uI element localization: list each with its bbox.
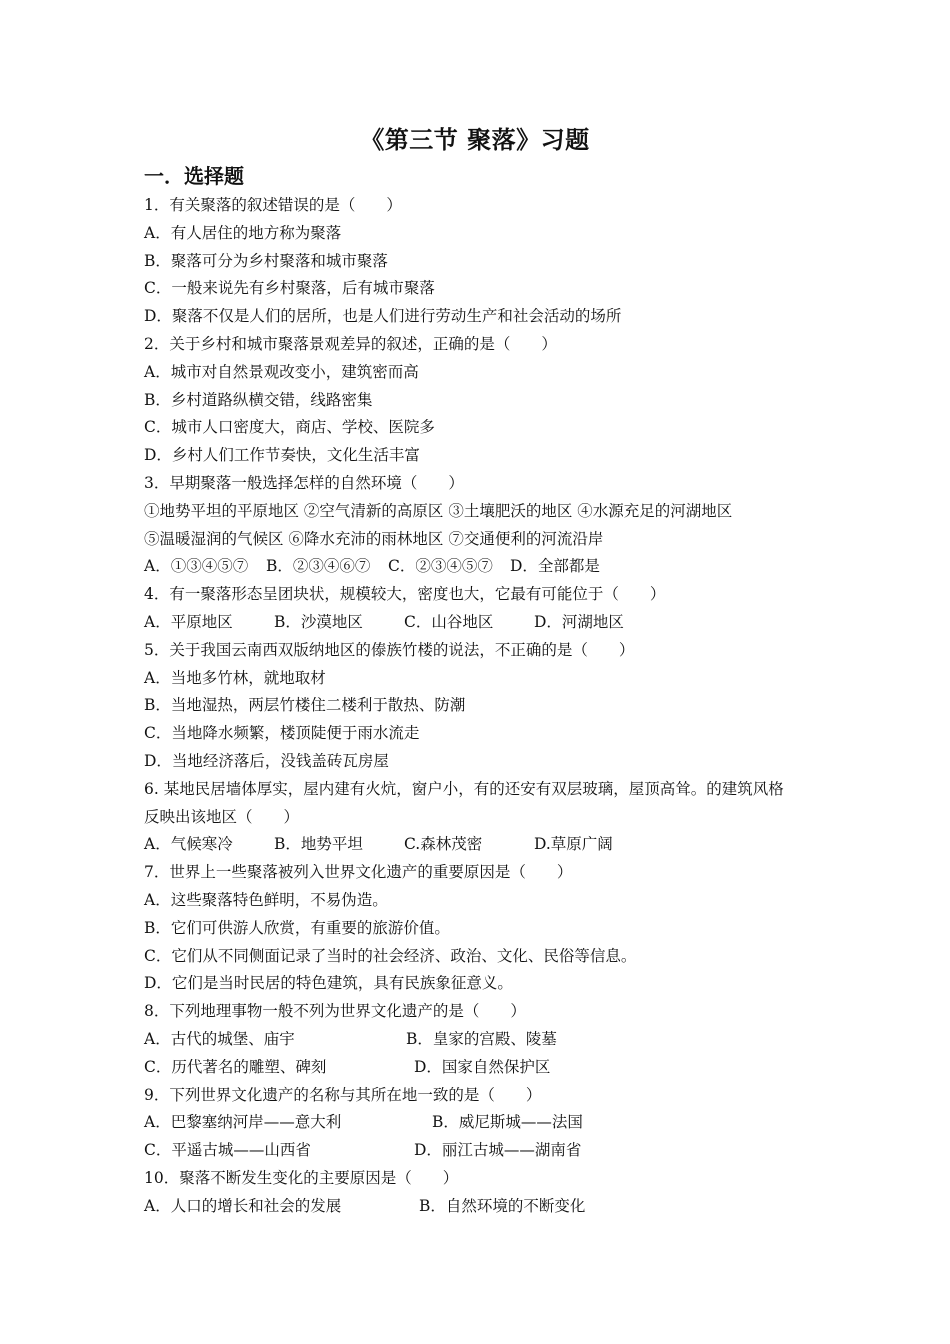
question-9-options-row-1 [144, 1109, 824, 1137]
question-1-option-b: B．聚落可分为乡村聚落和城市聚落 [144, 251, 388, 270]
question-2-option-a: A．城市对自然景观改变小，建筑密而高 [144, 362, 419, 381]
question-10-stem: 10．聚落不断发生变化的主要原因是（ ） [144, 1168, 459, 1187]
question-7-option-a: A．这些聚落特色鲜明，不易伪造。 [144, 890, 388, 909]
question-8-option-b: B．皇家的宫殿、陵墓 [406, 1029, 557, 1048]
question-6-option-a: A．气候寒冷 [144, 835, 233, 854]
question-1-option-d: D．聚落不仅是人们的居所，也是人们进行劳动生产和社会活动的场所 [144, 307, 622, 326]
question-4-option-c: C．山谷地区 [404, 612, 494, 631]
question-6-options [144, 831, 824, 859]
question-8-stem: 8．下列地理事物一般不列为世界文化遗产的是（ ） [144, 1002, 526, 1021]
question-1-option-a: A．有人居住的地方称为聚落 [144, 223, 342, 242]
question-5-stem: 5．关于我国云南西双版纳地区的傣族竹楼的说法，不正确的是（ ） [144, 640, 635, 659]
question-2-stem: 2．关于乡村和城市聚落景观差异的叙述，正确的是（ ） [144, 334, 557, 353]
question-6-stem-line-2: 反映出该地区（ ） [144, 807, 300, 826]
section-heading: 一．选择题 [144, 164, 244, 188]
question-9-options-row-2 [144, 1137, 824, 1165]
question-9-option-b: B．威尼斯城——法国 [432, 1113, 583, 1132]
question-9-option-d: D．丽江古城——湖南省 [414, 1141, 582, 1160]
question-2-option-b: B．乡村道路纵横交错，线路密集 [144, 390, 373, 409]
question-5-option-b: B．当地湿热，两层竹楼住二楼利于散热、防潮 [144, 696, 466, 715]
question-10-option-a: A．人口的增长和社会的发展 [144, 1196, 342, 1215]
question-8-option-a: A．古代的城堡、庙宇 [144, 1029, 295, 1048]
question-5-option-c: C．当地降水频繁，楼顶陡便于雨水流走 [144, 724, 420, 743]
question-6-stem-line-1: 6. 某地民居墙体厚实，屋内建有火炕，窗户小，有的还安有双层玻璃，屋顶高耸。的建筑风格 [144, 779, 784, 798]
question-2-option-d: D．乡村人们工作节奏快，文化生活丰富 [144, 446, 420, 465]
question-2-option-c: C．城市人口密度大，商店、学校、医院多 [144, 418, 435, 437]
question-4-option-d: D．河湖地区 [534, 612, 624, 631]
question-7-stem: 7．世界上一些聚落被列入世界文化遗产的重要原因是（ ） [144, 863, 573, 882]
question-3-conditions-line-2: ⑤温暖湿润的气候区 ⑥降水充沛的雨林地区 ⑦交通便利的河流沿岸 [144, 529, 604, 548]
question-3-option-b: B．②③④⑥⑦ [266, 557, 371, 576]
question-6-option-b: B．地势平坦 [274, 835, 363, 854]
question-10-options-row-1 [144, 1193, 824, 1221]
question-5-option-a: A．当地多竹林，就地取材 [144, 668, 326, 687]
question-8-option-c: C．历代著名的雕塑、碑刻 [144, 1057, 327, 1076]
question-8-option-d: D．国家自然保护区 [414, 1057, 551, 1076]
question-7-option-c: C．它们从不同侧面记录了当时的社会经济、政治、文化、民俗等信息。 [144, 946, 637, 965]
question-3-stem: 3．早期聚落一般选择怎样的自然环境（ ） [144, 473, 464, 492]
question-7-option-b: B．它们可供游人欣赏，有重要的旅游价值。 [144, 918, 450, 937]
question-list [144, 192, 824, 1220]
question-10-option-b: B．自然环境的不断变化 [419, 1196, 586, 1215]
question-3-option-d: D．全部都是 [510, 557, 600, 576]
question-4-option-a: A．平原地区 [144, 612, 233, 631]
question-9-stem: 9．下列世界文化遗产的名称与其所在地一致的是（ ） [144, 1085, 542, 1104]
question-4-options [144, 609, 824, 637]
question-5-option-d: D．当地经济落后，没钱盖砖瓦房屋 [144, 751, 389, 770]
question-1-stem: 1．有关聚落的叙述错误的是（ ） [144, 196, 402, 214]
question-9-option-c: C．平遥古城——山西省 [144, 1141, 311, 1160]
question-8-options-row-2 [144, 1054, 824, 1082]
document-title: 《第三节 聚落》习题 [360, 125, 590, 154]
question-7-option-d: D．它们是当时民居的特色建筑，具有民族象征意义。 [144, 974, 513, 993]
question-3-options [144, 553, 824, 581]
question-6-option-d: D.草原广阔 [534, 835, 613, 854]
question-8-options-row-1 [144, 1026, 824, 1054]
question-4-stem: 4．有一聚落形态呈团块状，规模较大，密度也大，它最有可能位于（ ） [144, 585, 666, 604]
question-6-option-c: C.森林茂密 [404, 835, 483, 854]
question-9-option-a: A．巴黎塞纳河岸——意大利 [144, 1113, 342, 1132]
question-3-conditions-line-1: ①地势平坦的平原地区 ②空气清新的高原区 ③土壤肥沃的地区 ④水源充足的河湖地区 [144, 501, 733, 520]
question-3-option-c: C．②③④⑤⑦ [388, 557, 493, 576]
question-1-option-c: C．一般来说先有乡村聚落，后有城市聚落 [144, 279, 435, 298]
question-3-option-a: A．①③④⑤⑦ [144, 557, 249, 576]
question-4-option-b: B．沙漠地区 [274, 612, 363, 631]
